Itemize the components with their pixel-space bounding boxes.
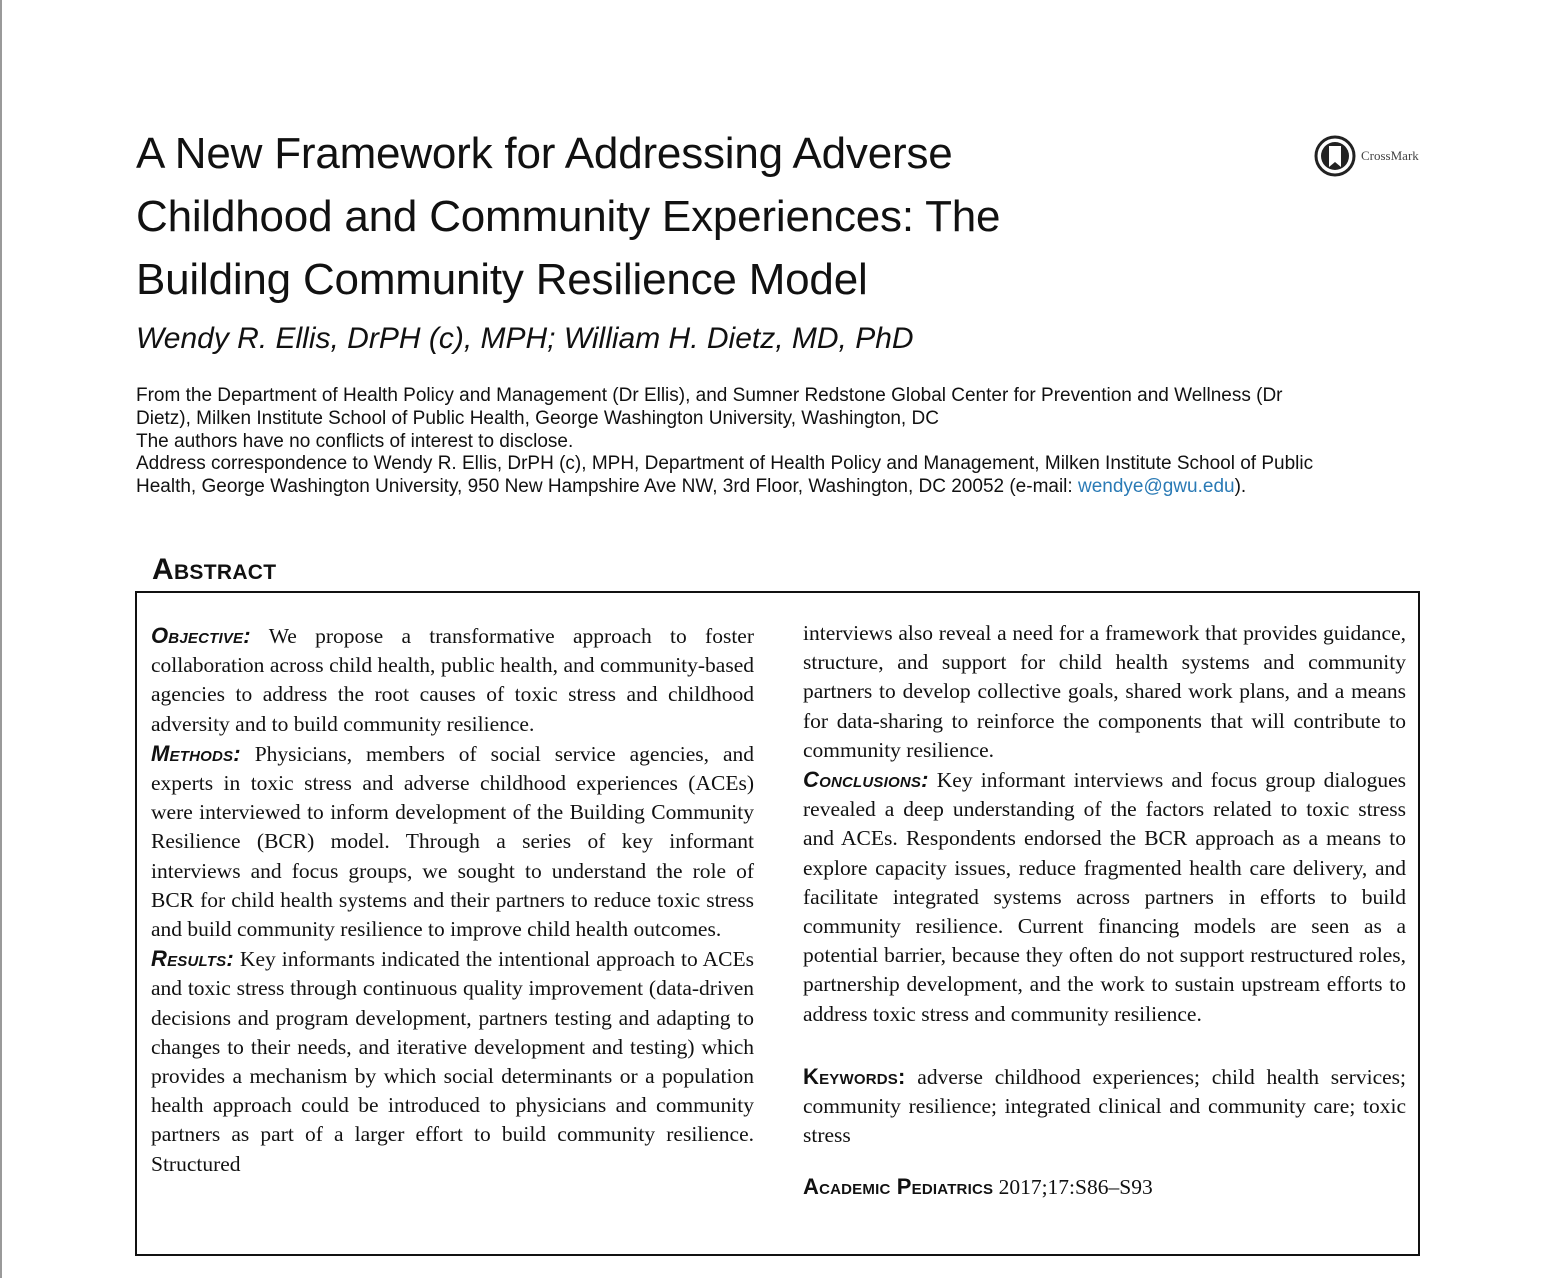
article-title [136,122,1136,311]
title-line: Building Community Resilience Model [136,255,868,304]
abstract-right-column [803,619,1406,1203]
crossmark-icon [1314,135,1356,177]
keywords-text: adverse childhood experiences; child health services; community resilience; integrated clinical and community care; toxic stress [803,1064,1406,1148]
methods-label: Methods: [151,740,241,766]
keywords-label: Keywords: [803,1063,906,1089]
objective-text: We propose a transformative approach to foster collaboration across child health, public health, and community-based agencies to address the root causes of toxic stress and childhood adversity and to build community resilience. [151,624,754,736]
objective-paragraph [151,621,754,739]
affiliation-line: Dietz), Milken Institute School of Public Health, George Washington University, Washington, DC [136,407,939,429]
methods-paragraph [151,739,754,944]
crossmark-label: CrossMark [1361,148,1419,163]
journal-name: Academic Pediatrics [803,1174,994,1200]
correspondence-text: Health, George Washington University, 950 New Hampshire Ave NW, 3rd Floor, Washington, DC 20052 (e-mail: [136,476,1078,498]
email-link[interactable]: wendye@gwu.edu [1077,476,1235,498]
methods-text: Physicians, members of social service agencies, and experts in toxic stress and adverse childhood experiences (ACEs) were interviewed to inform development of the Building Community Resilience (BCR) model. Through a series of key informant interviews and focus groups, we sought to understand the role of BCR for child health systems and their partners to reduce toxic stress and build community resilience to improve child health outcomes. [151,741,754,942]
conclusions-label: Conclusions: [803,767,929,793]
journal-citation [803,1172,1406,1202]
citation-text: 2017;17:S86–S93 [993,1175,1153,1200]
results-text: Key informants indicated the intentional approach to ACEs and toxic stress through continuous quality improvement (data-driven decisions and program development, partners testing and adapting to changes to their needs, and iterative development and testing) which provides a mechanism by which social determinants or a population health approach could be introduced to physicians and community partners as part of a larger effort to build community resilience. Structured [151,947,754,1176]
results-label: Results: [151,946,234,972]
author-list: Wendy R. Ellis, DrPH (c), MPH; William H. Dietz, MD, PhD [136,322,914,355]
title-line: Childhood and Community Experiences: The [136,192,1001,241]
correspondence-end: ). [1234,476,1247,498]
affiliation-block [136,385,1436,499]
results-continued: interviews also reveal a need for a framework that provides guidance, structure, and support for child health systems and community partners to develop collective goals, shared work plans, and a means for data-sharing to reinforce the components that will contribute to community resilience. [803,621,1406,762]
page-edge-rule [0,0,2,1278]
correspondence-line: Address correspondence to Wendy R. Ellis, DrPH (c), MPH, Department of Health Policy and Management, Milken Institute School of Public [136,453,1314,475]
affiliation-line: From the Department of Health Policy and Management (Dr Ellis), and Sumner Redstone Global Center for Prevention and Wellness (Dr [136,385,1283,406]
results-paragraph [151,944,754,1179]
abstract-left-column [151,621,754,1179]
conclusions-text: Key informant interviews and focus group dialogues revealed a deep understanding of the factors related to toxic stress and ACEs. Respondents endorsed the BCR approach as a means to explore capacity issues, reduce fragmented health care delivery, and facilitate integrated systems across partners in efforts to build community resilience. Current financing models are seen as a potential barrier, because they often do not support restructured roles, partnership development, and the work to sustain upstream efforts to address toxic stress and community resilience. [803,768,1406,1026]
title-line: A New Framework for Addressing Adverse [136,129,953,178]
correspondence-line [136,476,1436,499]
crossmark-badge[interactable] [1314,135,1419,177]
objective-label: Objective: [151,623,251,648]
conflicts-statement: The authors have no conflicts of interest to disclose. [136,430,574,452]
conclusions-paragraph [803,765,1406,1029]
keywords-paragraph [803,1062,1406,1151]
abstract-heading: Abstract [152,553,277,586]
